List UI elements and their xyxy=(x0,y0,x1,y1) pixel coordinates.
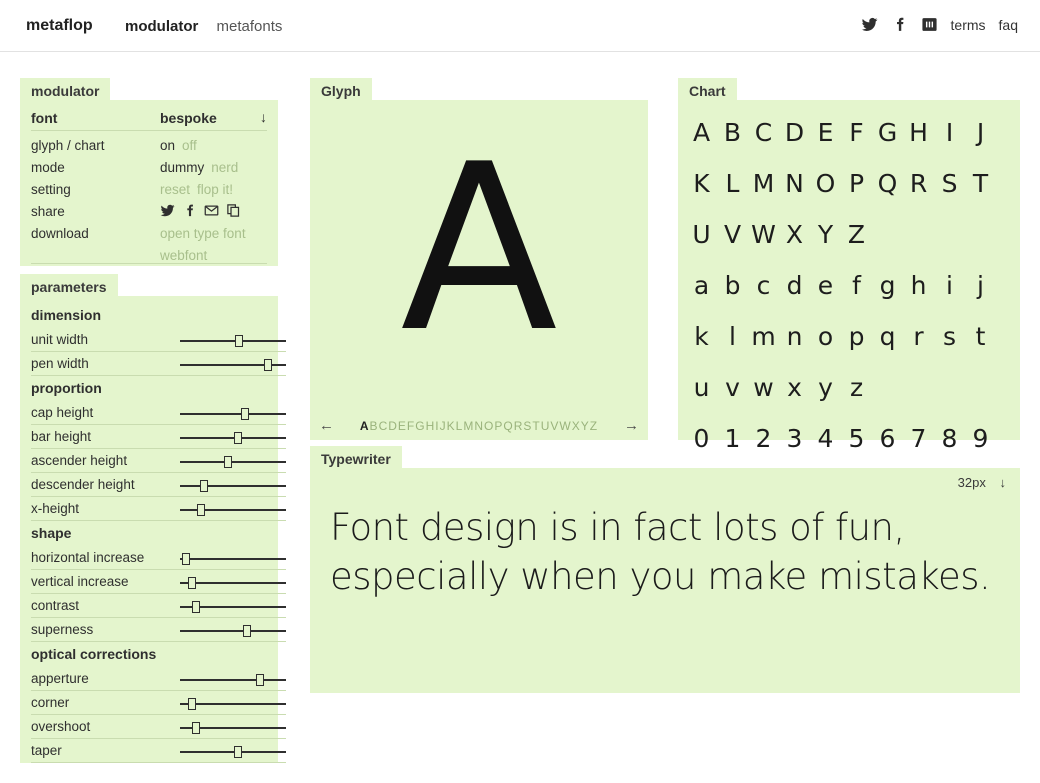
chart-glyph-cell[interactable]: 4 xyxy=(817,424,834,453)
chart-row-spacer xyxy=(686,153,1012,163)
top-right-nav xyxy=(861,16,1018,33)
parameter-row xyxy=(20,497,278,521)
glyph-letter-list[interactable] xyxy=(360,419,598,433)
chart-glyph-cell[interactable]: f xyxy=(852,271,861,300)
parameter-group-header xyxy=(20,642,278,667)
glyph-letter[interactable]: G xyxy=(415,418,425,433)
parameter-slider[interactable] xyxy=(180,340,286,342)
font-download-arrow-icon[interactable]: ↓ xyxy=(260,109,267,125)
chart-glyph-cell[interactable]: H xyxy=(909,118,928,147)
chart-glyph-cell[interactable]: q xyxy=(879,322,896,351)
parameter-slider-handle[interactable] xyxy=(256,674,264,686)
parameter-slider-handle[interactable] xyxy=(182,553,190,565)
glyph-letter[interactable]: I xyxy=(435,418,439,433)
glyph-chart-off[interactable]: off xyxy=(182,138,197,153)
parameter-row xyxy=(20,425,278,449)
glyph-letter[interactable]: S xyxy=(523,418,532,433)
glyph-letter[interactable]: H xyxy=(425,418,435,433)
chart-glyph-cell[interactable]: j xyxy=(977,271,984,300)
chart-glyph-cell[interactable]: Y xyxy=(817,220,834,249)
parameter-row xyxy=(20,328,278,352)
parameter-slider-handle[interactable] xyxy=(197,504,205,516)
parameter-label: unit width xyxy=(31,332,89,347)
chart-glyph-cell[interactable]: 1 xyxy=(724,424,741,453)
parameter-group-title: proportion xyxy=(31,380,102,396)
chart-glyph-cell[interactable]: S xyxy=(941,169,958,198)
divider xyxy=(31,263,267,264)
chart-glyph-cell[interactable]: v xyxy=(725,373,740,402)
chart-glyph-cell[interactable]: d xyxy=(786,271,803,300)
chart-glyph-cell[interactable]: c xyxy=(756,271,771,300)
parameter-slider-handle[interactable] xyxy=(188,698,196,710)
share-icons xyxy=(160,203,241,218)
typewriter-panel xyxy=(310,468,1020,693)
download-opentype[interactable]: open type font xyxy=(160,226,246,241)
glyph-letter[interactable]: E xyxy=(397,418,406,433)
setting-label: setting xyxy=(31,182,71,197)
parameter-row xyxy=(20,546,278,570)
chart-glyph-cell[interactable]: 7 xyxy=(910,424,927,453)
chart-glyph-cell[interactable]: g xyxy=(879,271,896,300)
terms-link[interactable]: terms xyxy=(950,16,986,33)
modulator-panel xyxy=(20,100,278,266)
chart-glyph-cell[interactable]: u xyxy=(693,373,710,402)
glyph-letter[interactable]: Y xyxy=(580,418,589,433)
parameter-row xyxy=(20,739,278,763)
glyph-letter[interactable]: N xyxy=(474,418,483,433)
download-label: download xyxy=(31,226,89,241)
facebook-icon[interactable] xyxy=(891,16,908,33)
parameter-group-header xyxy=(20,303,278,328)
parameter-slider[interactable] xyxy=(180,437,286,439)
nav-item-modulator[interactable]: modulator xyxy=(125,18,199,35)
typewriter-size-arrow-icon[interactable]: ↓ xyxy=(999,475,1006,490)
chart-glyph-cell[interactable]: o xyxy=(817,322,834,351)
parameter-slider[interactable] xyxy=(180,461,286,463)
chart-glyph-cell[interactable]: L xyxy=(725,169,740,198)
parameter-row xyxy=(20,570,278,594)
parameter-label: horizontal increase xyxy=(31,550,145,565)
divider xyxy=(31,762,286,763)
row-download xyxy=(20,223,278,245)
chart-glyph-cell[interactable]: 3 xyxy=(786,424,803,453)
chart-glyph-cell[interactable]: T xyxy=(972,169,989,198)
parameter-label: pen width xyxy=(31,356,89,371)
row-glyph-chart xyxy=(20,135,278,157)
chart-glyph-cell[interactable]: B xyxy=(723,118,742,147)
parameter-row xyxy=(20,691,278,715)
parameter-slider-handle[interactable] xyxy=(192,722,200,734)
chart-panel xyxy=(678,100,1020,453)
chart-glyph-cell[interactable]: J xyxy=(976,118,985,147)
glyph-letter[interactable]: B xyxy=(369,418,378,433)
setting-flop-it[interactable]: flop it! xyxy=(197,182,234,197)
chart-glyph-cell[interactable]: s xyxy=(942,322,957,351)
parameter-label: cap height xyxy=(31,405,94,420)
parameter-group-title: optical corrections xyxy=(31,646,157,662)
chart-glyph-cell[interactable]: E xyxy=(817,118,834,147)
parameter-slider[interactable] xyxy=(180,509,286,511)
font-value[interactable]: bespoke xyxy=(160,110,217,126)
parameter-slider[interactable] xyxy=(180,703,286,705)
share-label: share xyxy=(31,204,65,219)
twitter-icon[interactable] xyxy=(861,16,878,33)
chart-glyph-cell[interactable]: y xyxy=(818,373,833,402)
typewriter-size-value: 32px xyxy=(957,475,986,490)
parameter-slider-handle[interactable] xyxy=(243,625,251,637)
chart-glyph-cell[interactable]: R xyxy=(909,169,928,198)
parameter-label: superness xyxy=(31,622,94,637)
parameter-label: taper xyxy=(31,743,62,758)
parameter-label: contrast xyxy=(31,598,80,613)
chart-glyph-cell[interactable]: l xyxy=(729,322,736,351)
chart-glyph-cell[interactable]: 2 xyxy=(755,424,772,453)
chart-glyph-cell[interactable]: m xyxy=(751,322,776,351)
chart-glyph-grid xyxy=(686,112,1012,469)
parameter-group-header xyxy=(20,376,278,401)
glyph-letter[interactable]: P xyxy=(494,418,503,433)
chart-glyph-cell[interactable]: k xyxy=(694,322,709,351)
setting-reset[interactable]: reset xyxy=(160,182,191,197)
share-copy-icon[interactable] xyxy=(226,203,241,218)
parameter-slider-handle[interactable] xyxy=(241,408,249,420)
chart-glyph-cell[interactable]: b xyxy=(724,271,741,300)
glyph-letter[interactable]: X xyxy=(571,418,580,433)
glyph-chart-options xyxy=(160,138,204,153)
top-bar xyxy=(0,0,1040,52)
chart-row-spacer xyxy=(686,204,1012,214)
parameter-label: descender height xyxy=(31,477,135,492)
glyph-letter[interactable]: T xyxy=(532,418,540,433)
parameter-slider[interactable] xyxy=(180,751,286,753)
divider xyxy=(31,130,267,131)
parameter-slider[interactable] xyxy=(180,679,286,681)
font-label: font xyxy=(31,110,58,126)
chart-glyph-cell[interactable]: 8 xyxy=(941,424,958,453)
mode-label: mode xyxy=(31,160,65,175)
parameter-slider-handle[interactable] xyxy=(224,456,232,468)
glyph-letter[interactable]: L xyxy=(455,418,463,433)
parameter-row xyxy=(20,449,278,473)
chart-glyph-cell[interactable]: U xyxy=(692,220,711,249)
parameter-slider[interactable] xyxy=(180,485,286,487)
chart-glyph-cell[interactable]: e xyxy=(817,271,834,300)
glyph-panel xyxy=(310,100,648,440)
faq-link[interactable]: faq xyxy=(998,16,1018,33)
glyph-letter[interactable]: C xyxy=(378,418,388,433)
chart-glyph-cell[interactable]: i xyxy=(946,271,953,300)
parameter-slider[interactable] xyxy=(180,606,286,608)
parameter-slider[interactable] xyxy=(180,364,286,366)
chart-glyph-cell[interactable]: t xyxy=(975,322,986,351)
glyph-letter[interactable]: R xyxy=(513,418,523,433)
glyph-navigation xyxy=(310,417,648,434)
parameter-label: apperture xyxy=(31,671,89,686)
chart-glyph-cell[interactable]: X xyxy=(785,220,804,249)
parameter-label: x-height xyxy=(31,501,80,516)
chart-glyph-cell[interactable]: F xyxy=(849,118,864,147)
chart-glyph-cell[interactable]: 6 xyxy=(879,424,896,453)
mode-options xyxy=(160,160,245,175)
parameter-slider-handle[interactable] xyxy=(200,480,208,492)
tab-modulator[interactable]: modulator xyxy=(20,78,110,102)
glyph-letter[interactable]: K xyxy=(446,418,455,433)
chart-glyph-cell[interactable]: p xyxy=(848,322,865,351)
chart-glyph-cell[interactable]: Q xyxy=(877,169,898,198)
chart-glyph-cell[interactable]: Z xyxy=(847,220,866,249)
chart-glyph-cell[interactable]: 5 xyxy=(848,424,865,453)
chart-glyph-cell[interactable]: W xyxy=(751,220,776,249)
tab-typewriter[interactable]: Typewriter xyxy=(310,446,402,470)
share-facebook-icon[interactable] xyxy=(182,203,197,218)
parameters-panel xyxy=(20,296,278,763)
parameter-slider[interactable] xyxy=(180,630,286,632)
tab-glyph[interactable]: Glyph xyxy=(310,78,372,102)
chart-glyph-cell[interactable]: O xyxy=(815,169,836,198)
share-twitter-icon[interactable] xyxy=(160,203,175,218)
chart-glyph-cell[interactable]: n xyxy=(786,322,803,351)
chart-glyph-cell[interactable]: C xyxy=(754,118,773,147)
glyph-letter[interactable]: V xyxy=(550,418,559,433)
mode-dummy[interactable]: dummy xyxy=(160,160,205,175)
parameter-label: ascender height xyxy=(31,453,128,468)
glyph-preview: A xyxy=(400,116,558,383)
parameter-group-title: shape xyxy=(31,525,72,541)
github-icon[interactable] xyxy=(921,16,938,33)
parameter-label: bar height xyxy=(31,429,92,444)
glyph-prev-arrow-icon[interactable]: ← xyxy=(319,417,334,434)
row-mode xyxy=(20,157,278,179)
setting-options xyxy=(160,182,240,197)
tab-parameters[interactable]: parameters xyxy=(20,274,118,298)
glyph-letter[interactable]: U xyxy=(540,418,550,433)
brand-logo[interactable]: metaflop xyxy=(26,17,93,34)
font-row xyxy=(20,107,278,129)
glyph-letter[interactable]: F xyxy=(406,418,415,433)
download-webfont-wrap xyxy=(160,248,214,263)
typewriter-size-control[interactable] xyxy=(958,475,1006,490)
chart-glyph-cell[interactable]: I xyxy=(945,118,954,147)
chart-glyph-cell[interactable]: V xyxy=(723,220,742,249)
parameter-row xyxy=(20,594,278,618)
parameter-group-title: dimension xyxy=(31,307,102,323)
glyph-letter[interactable]: O xyxy=(484,418,494,433)
parameter-group-header xyxy=(20,521,278,546)
parameter-row xyxy=(20,618,278,642)
chart-glyph-cell[interactable]: h xyxy=(910,271,927,300)
chart-glyph-cell[interactable]: 9 xyxy=(972,424,989,453)
parameter-row xyxy=(20,715,278,739)
glyph-letter[interactable]: A xyxy=(359,418,369,433)
main-nav xyxy=(125,18,296,35)
nav-item-metafonts[interactable]: metafonts xyxy=(216,18,283,35)
glyph-letter[interactable]: Z xyxy=(589,418,598,433)
glyph-chart-label: glyph / chart xyxy=(31,138,105,153)
parameter-slider-handle[interactable] xyxy=(264,359,272,371)
glyph-letter[interactable]: M xyxy=(463,418,474,433)
chart-glyph-cell[interactable]: P xyxy=(848,169,865,198)
share-mail-icon[interactable] xyxy=(204,203,219,218)
parameter-label: corner xyxy=(31,695,70,710)
parameter-row xyxy=(20,473,278,497)
parameter-slider[interactable] xyxy=(180,582,286,584)
row-share xyxy=(20,201,278,223)
glyph-chart-on[interactable]: on xyxy=(160,138,176,153)
glyph-letter[interactable]: J xyxy=(439,418,446,433)
chart-glyph-cell[interactable]: G xyxy=(877,118,898,147)
parameter-slider-handle[interactable] xyxy=(235,335,243,347)
parameter-row xyxy=(20,667,278,691)
chart-glyph-cell[interactable]: w xyxy=(753,373,774,402)
chart-glyph-cell[interactable]: A xyxy=(692,118,711,147)
chart-glyph-cell[interactable]: z xyxy=(849,373,864,402)
typewriter-sample-text[interactable]: Font design is in fact lots of fun, especially when you make mistakes. xyxy=(330,506,991,598)
chart-row-spacer xyxy=(686,255,1012,265)
download-webfont[interactable]: webfont xyxy=(160,248,208,263)
parameter-slider[interactable] xyxy=(180,413,286,415)
chart-row-spacer xyxy=(686,306,1012,316)
parameter-slider[interactable] xyxy=(180,558,286,560)
chart-row-spacer xyxy=(686,408,1012,418)
parameter-label: overshoot xyxy=(31,719,91,734)
chart-glyph-cell[interactable]: D xyxy=(784,118,805,147)
chart-row-spacer xyxy=(686,357,1012,367)
parameter-row xyxy=(20,352,278,376)
glyph-letter[interactable]: W xyxy=(559,418,571,433)
chart-glyph-cell[interactable]: M xyxy=(752,169,775,198)
chart-glyph-cell[interactable]: a xyxy=(693,271,710,300)
parameter-row xyxy=(20,401,278,425)
glyph-letter[interactable]: D xyxy=(388,418,397,433)
parameter-slider-handle[interactable] xyxy=(234,746,242,758)
parameter-slider[interactable] xyxy=(180,727,286,729)
parameter-slider-handle[interactable] xyxy=(234,432,242,444)
chart-glyph-cell[interactable]: K xyxy=(693,169,710,198)
parameter-slider-handle[interactable] xyxy=(192,601,200,613)
chart-glyph-cell[interactable]: N xyxy=(785,169,804,198)
glyph-next-arrow-icon[interactable]: → xyxy=(624,417,639,434)
glyph-letter[interactable]: Q xyxy=(503,418,513,433)
parameter-label: vertical increase xyxy=(31,574,129,589)
tab-chart[interactable]: Chart xyxy=(678,78,737,102)
chart-glyph-cell[interactable]: r xyxy=(913,322,924,351)
parameter-slider-handle[interactable] xyxy=(188,577,196,589)
chart-glyph-cell[interactable]: x xyxy=(787,373,802,402)
chart-glyph-cell[interactable]: 0 xyxy=(693,424,710,453)
mode-nerd[interactable]: nerd xyxy=(211,160,239,175)
row-setting xyxy=(20,179,278,201)
download-options xyxy=(160,226,253,241)
